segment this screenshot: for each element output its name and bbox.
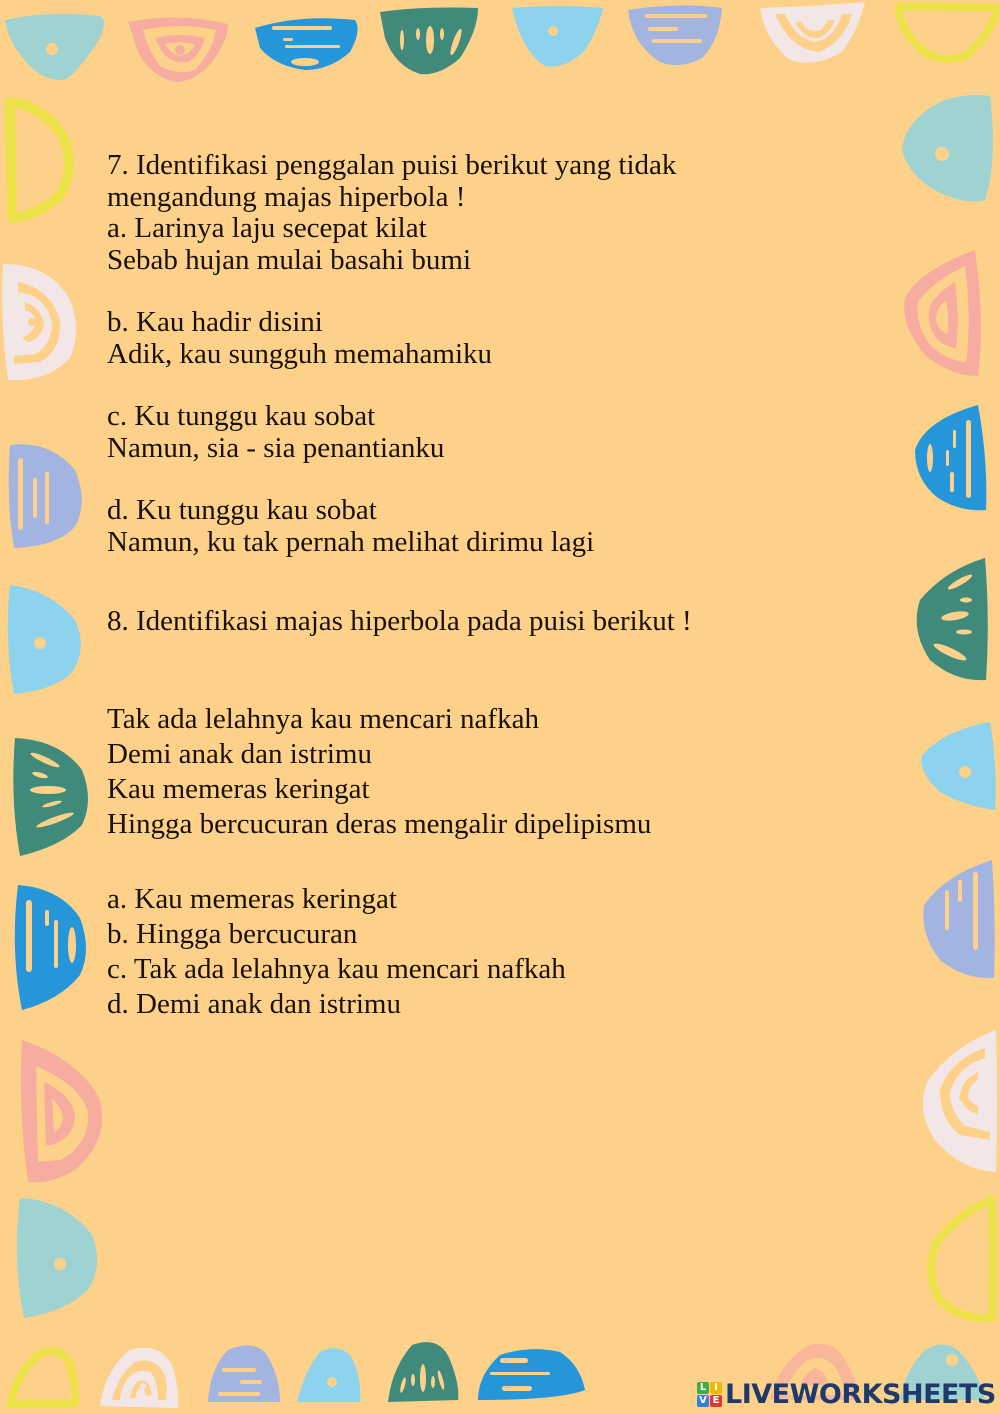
logo-letter-l: L	[697, 1382, 709, 1394]
shape-right-6-icon	[923, 860, 994, 978]
shape-right-5-icon	[921, 722, 995, 810]
question-8	[107, 606, 887, 1022]
shape-top-1-icon	[5, 14, 104, 80]
option-d-line-1: d. Ku tunggu kau sobat	[107, 494, 377, 526]
shape-top-5-icon	[512, 6, 603, 67]
shape-top-3-icon	[255, 18, 358, 70]
shape-top-4-icon	[380, 8, 478, 75]
question-8-poem	[107, 702, 887, 842]
shape-top-6-icon	[628, 5, 722, 65]
option-d-line-2: Namun, ku tak pernah melihat dirimu lagi	[107, 525, 595, 558]
question-7-option-c	[107, 401, 887, 464]
question-8-option-a: a. Kau memeras keringat	[107, 882, 397, 915]
shape-bottom-5-icon	[388, 1342, 458, 1402]
logo-letter-e: E	[710, 1395, 722, 1407]
shape-right-1-icon	[902, 95, 993, 202]
question-8-prompt: 8. Identifikasi majas hiperbola pada puisi berikut !	[107, 605, 692, 637]
question-8-option-d: d. Demi anak dan istrimu	[107, 987, 401, 1020]
question-7-option-a	[107, 213, 887, 276]
logo-letter-i: I	[710, 1382, 722, 1394]
question-7	[107, 150, 887, 558]
question-8-option-b: b. Hingga bercucuran	[107, 917, 358, 950]
poem-line-2: Demi anak dan istrimu	[107, 737, 372, 770]
shape-right-7-icon	[923, 1030, 997, 1172]
poem-line-1: Tak ada lelahnya kau mencari nafkah	[107, 702, 539, 735]
shape-right-2-icon	[904, 250, 981, 376]
question-7-option-b	[107, 307, 887, 370]
question-8-options	[107, 882, 887, 1022]
question-7-prompt-line-1: 7. Identifikasi penggalan puisi berikut yang tidak	[107, 149, 677, 181]
option-a-line-2: Sebab hujan mulai basahi bumi	[107, 243, 472, 276]
shape-left-8-icon	[17, 1198, 97, 1318]
logo-letter-v: V	[697, 1395, 709, 1407]
poem-line-3: Kau memeras keringat	[107, 772, 370, 805]
worksheet-content	[107, 150, 887, 1022]
shape-left-3-icon	[9, 444, 82, 548]
brand-wordmark: LIVEWORKSHEETS	[725, 1378, 996, 1410]
question-7-option-d	[107, 495, 887, 558]
option-c-line-2: Namun, sia - sia penantianku	[107, 431, 445, 464]
shape-left-4-icon	[8, 585, 81, 694]
shape-bottom-6-icon	[478, 1349, 585, 1400]
shape-left-2-icon	[2, 264, 76, 380]
option-b-line-2: Adik, kau sungguh memahamiku	[107, 337, 493, 370]
shape-top-7-icon	[760, 2, 865, 63]
shape-right-4-icon	[917, 558, 988, 680]
question-8-option-c: c. Tak ada lelahnya kau mencari nafkah	[107, 952, 566, 985]
shape-bottom-2-icon	[100, 1348, 178, 1408]
shape-left-5-icon	[13, 738, 88, 856]
shape-left-7-icon	[21, 1040, 102, 1183]
live-logo-icon	[697, 1382, 722, 1407]
shape-left-6-icon	[15, 885, 86, 1010]
shape-bottom-3-icon	[208, 1345, 280, 1402]
shape-top-2-icon	[128, 17, 228, 82]
liveworksheets-branding[interactable]	[697, 1378, 996, 1410]
question-7-prompt-line-2: mengandung majas hiperbola !	[107, 180, 466, 213]
option-c-line-1: c. Ku tunggu kau sobat	[107, 400, 376, 432]
shape-left-1-icon	[10, 102, 69, 218]
shape-bottom-4-icon	[297, 1348, 360, 1402]
poem-line-4: Hingga bercucuran deras mengalir dipelipismu	[107, 807, 652, 840]
shape-right-3-icon	[915, 405, 986, 510]
option-a-line-1: a. Larinya laju secepat kilat	[107, 212, 427, 244]
shape-bottom-1-icon	[10, 1351, 75, 1404]
shape-right-8-icon	[931, 1200, 993, 1318]
shape-top-8-icon	[898, 6, 998, 59]
option-b-line-1: b. Kau hadir disini	[107, 306, 323, 338]
